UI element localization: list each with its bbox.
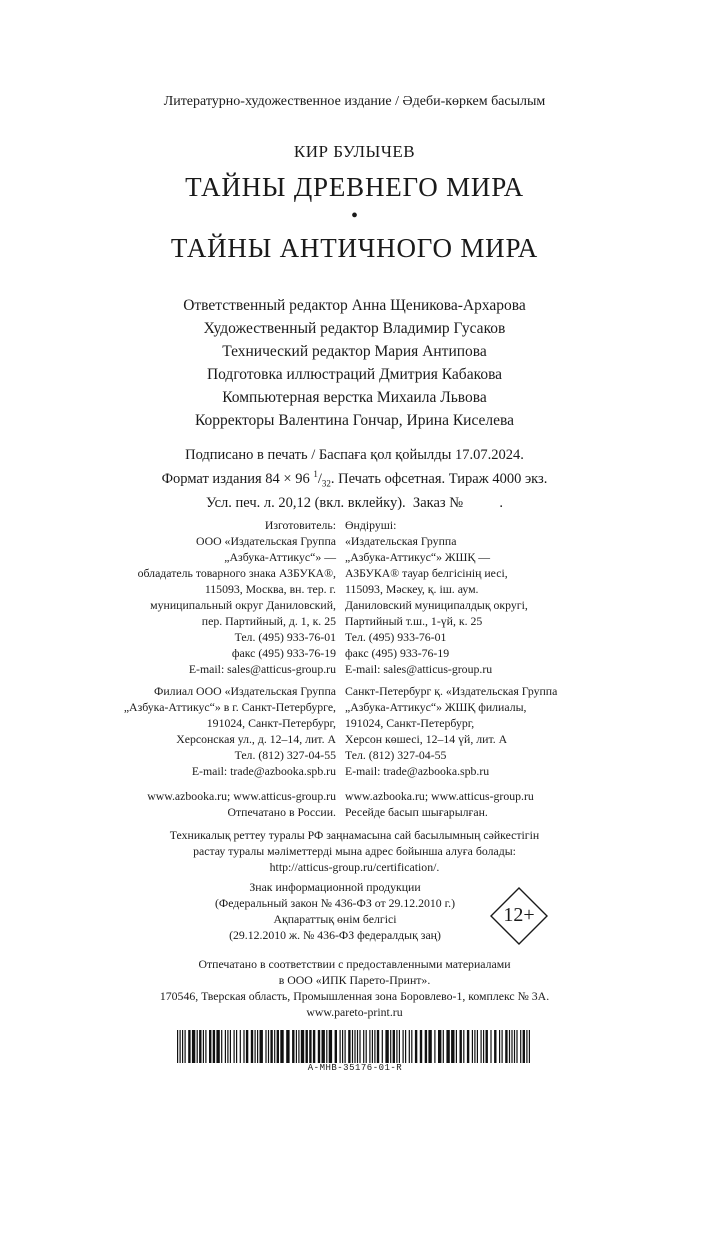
barcode-bar [236, 1030, 237, 1063]
barcode-bar [230, 1030, 231, 1063]
barcode-bar [502, 1030, 503, 1063]
barcode-bar [481, 1030, 482, 1063]
staff-line: Корректоры Валентина Гончар, Ирина Киселева [194, 412, 515, 429]
staff-line: Компьютерная верстка Михаила Львова [222, 389, 487, 406]
barcode-bar [274, 1030, 275, 1063]
title-separator: • [350, 205, 358, 227]
barcode-bar [472, 1030, 473, 1063]
barcode-bar [494, 1030, 496, 1063]
barcode-bar [460, 1030, 462, 1063]
barcode-bar [363, 1030, 364, 1063]
barcode-bar [270, 1030, 272, 1063]
barcode-bar [251, 1030, 253, 1063]
print-info [0, 446, 709, 513]
barcode-bar [425, 1030, 427, 1063]
barcode-bar [182, 1030, 183, 1063]
printer-info: Отпечатано в соответствии с предоставленными материалами в ООО «ИПК Парето-Принт». 170546, Тверская область, Промышленная зона Боровлево-1, комплекс № 3А. www.pareto-print.ru [159, 957, 550, 1019]
barcode-text: A-MHB-35176-01-R [307, 1063, 403, 1073]
barcode-bar [403, 1030, 404, 1063]
barcode-bar [456, 1030, 457, 1063]
barcode-bar [265, 1030, 266, 1063]
barcode-bar [467, 1030, 469, 1063]
barcode-bar [428, 1030, 431, 1063]
staff-line: Художественный редактор Владимир Гусаков [203, 320, 506, 337]
barcode-bar [369, 1030, 370, 1063]
barcode-bar [377, 1030, 379, 1063]
barcode-bar [366, 1030, 367, 1063]
book-title-1: ТАЙНЫ ДРЕВНЕГО МИРА [185, 172, 524, 202]
barcode-bar [326, 1030, 327, 1063]
barcode-bar [523, 1030, 525, 1063]
staff-line: Технический редактор Мария Антипова [222, 343, 487, 360]
barcode-bar [313, 1030, 315, 1063]
barcode-bar [192, 1030, 195, 1063]
barcode-bar [505, 1030, 507, 1063]
barcode-bar [434, 1030, 435, 1063]
barcode-bar [514, 1030, 515, 1063]
barcode-bar [409, 1030, 410, 1063]
info-product-sign: Знак информационной продукции (Федеральный закон № 436-ФЗ от 29.12.2010 г.) Ақпараттық өнім белгісі (29.12.2010 ж. № 436-ФЗ федералдық заң) [214, 880, 456, 942]
barcode-bar [298, 1030, 299, 1063]
barcode-bar [240, 1030, 241, 1063]
barcode-bar [322, 1030, 325, 1063]
imprint-column-ru: Изготовитель: ООО «Издательская Группа „Азбука-Аттикус“» — обладатель товарного знака АЗБУКА®, 115093, Москва, вн. тер. г. муниципальный округ Даниловский, пер. Партийный, д. 1, к. 25 Тел. (495) 933-76-01 факс (495) 933-76-19 E-mail: sales@atticus-group.ru Филиал ООО «Издательская Группа „Азбука-Аттикус“» в г. Санкт-Петербурге, 191024, Санкт-Петербург, Херсонская ул., д. 12–14, лит. А Тел. (812) 327-04-55 E-mail: trade@azbooka.spb.ru www.azbooka.ru; www.atticus-group.ru Отпечатано в России. [123, 518, 336, 819]
barcode-bar [185, 1030, 186, 1063]
barcode-bar [486, 1030, 488, 1063]
staff-line: Ответственный редактор Анна Щеникова-Архарова [183, 297, 526, 314]
barcode-bar [382, 1030, 383, 1063]
barcode-bar [246, 1030, 248, 1063]
barcode-bar [255, 1030, 256, 1063]
barcode-bar [438, 1030, 441, 1063]
barcode-bar [520, 1030, 521, 1063]
barcode-bar [405, 1030, 406, 1063]
staff-line: Подготовка иллюстраций Дмитрия Кабакова [206, 366, 503, 383]
barcode-bar [296, 1030, 297, 1063]
barcode-bar [348, 1030, 350, 1063]
barcode-bar [393, 1030, 395, 1063]
barcode-bar [526, 1030, 527, 1063]
barcode-bar [354, 1030, 355, 1063]
imprint-column-kz: Өндіруші: «Издательская Группа „Азбука-Аттикус“» ЖШҚ — АЗБУКА® тауар белгісінің иесі, 115093, Мәскеу, қ. іш. аум. Даниловский муниципалдық округі, Партийный т.ш., 1-үй, к. 25 Тел. (495) 933-76-01 факс (495) 933-76-19 E-mail: sales@atticus-group.ru Санкт-Петербург қ. «Издательская Группа „Азбука-Аттикус“» ЖШҚ филиалы, 191024, Санкт-Петербург, Херсон көшесі, 12–14 үй, лит. А Тел. (812) 327-04-55 E-mail: trade@azbooka.spb.ru www.azbooka.ru; www.atticus-group.ru Ресейде басып шығарылған. [345, 518, 558, 819]
barcode-bar [477, 1030, 478, 1063]
barcode-bar [197, 1030, 198, 1063]
barcode-bar [268, 1030, 269, 1063]
barcode-bar [260, 1030, 263, 1063]
barcode-bar [286, 1030, 289, 1063]
author-name: КИР БУЛЫЧЕВ [293, 142, 416, 161]
barcode-bar [309, 1030, 311, 1063]
format-line: Формат издания 84 × 96 $^1/_{32}$. Печать офсетная. Тираж 4000 экз. [161, 469, 548, 489]
barcode-bar [372, 1030, 373, 1063]
book-title-2: ТАЙНЫ АНТИЧНОГО МИРА [170, 233, 539, 263]
age-rating-badge [490, 887, 548, 945]
barcode-bar [318, 1030, 320, 1063]
barcode-bar [451, 1030, 454, 1063]
barcode-bar [483, 1030, 484, 1063]
barcode-bar [345, 1030, 346, 1063]
barcode-bar [180, 1030, 181, 1063]
barcode-bar [443, 1030, 444, 1063]
barcode-bar [463, 1030, 464, 1063]
barcode-bar [292, 1030, 294, 1063]
signed-date: Подписано в печать / Баспаға қол қойылды 17.07.2024. [185, 447, 524, 463]
barcode-bar [415, 1030, 417, 1063]
barcode-bar [385, 1030, 388, 1063]
barcode-bar [225, 1030, 226, 1063]
tech-regulation-note: Техникалық реттеу туралы РФ заңнамасына сай басылымның сәйкестігін растау туралы мәліметтерді мына адрес бойынша алуға болады: http://atticus-group.ru/certification/. [169, 828, 540, 874]
barcode-bar [199, 1030, 201, 1063]
barcode-bar [205, 1030, 206, 1063]
barcode-bar [209, 1030, 211, 1063]
barcode-bar [342, 1030, 343, 1063]
barcode-bar [188, 1030, 190, 1063]
barcode-bar [301, 1030, 304, 1063]
barcode-bar [529, 1030, 530, 1063]
barcode-bar [359, 1030, 360, 1063]
sheets-line: Усл. печ. л. 20,12 (вкл. вклейку). Заказ № . [206, 494, 503, 511]
barcode-bar [203, 1030, 204, 1063]
barcode-bar [511, 1030, 512, 1063]
barcode-bar [335, 1030, 337, 1063]
barcode-bar [352, 1030, 353, 1063]
barcode [175, 1030, 535, 1066]
barcode-bar [516, 1030, 517, 1063]
barcode-bar [474, 1030, 475, 1063]
barcode-bar [490, 1030, 491, 1063]
barcode-bar [374, 1030, 375, 1063]
barcode-bar [446, 1030, 449, 1063]
barcode-bar [227, 1030, 228, 1063]
barcode-bar [509, 1030, 510, 1063]
age-rating-label: 12+ [503, 904, 535, 926]
barcode-bar [234, 1030, 235, 1063]
barcode-bar [357, 1030, 358, 1063]
edition-type: Литературно-художественное издание / Әдеби-көркем басылым [163, 94, 546, 109]
barcode-bar [411, 1030, 412, 1063]
staff-credits [0, 294, 709, 432]
barcode-bar [329, 1030, 332, 1063]
barcode-bar [390, 1030, 391, 1063]
barcode-bar [340, 1030, 341, 1063]
barcode-bar [213, 1030, 215, 1063]
barcode-bar [399, 1030, 400, 1063]
barcode-bar [257, 1030, 258, 1063]
barcode-bar [221, 1030, 222, 1063]
barcode-bar [177, 1030, 178, 1063]
barcode-bar [420, 1030, 422, 1063]
barcode-bar [243, 1030, 244, 1063]
barcode-bar [396, 1030, 397, 1063]
barcode-bar [280, 1030, 283, 1063]
barcode-bar [277, 1030, 279, 1063]
barcode-bar [216, 1030, 219, 1063]
barcode-bar [306, 1030, 308, 1063]
barcode-bar [499, 1030, 500, 1063]
